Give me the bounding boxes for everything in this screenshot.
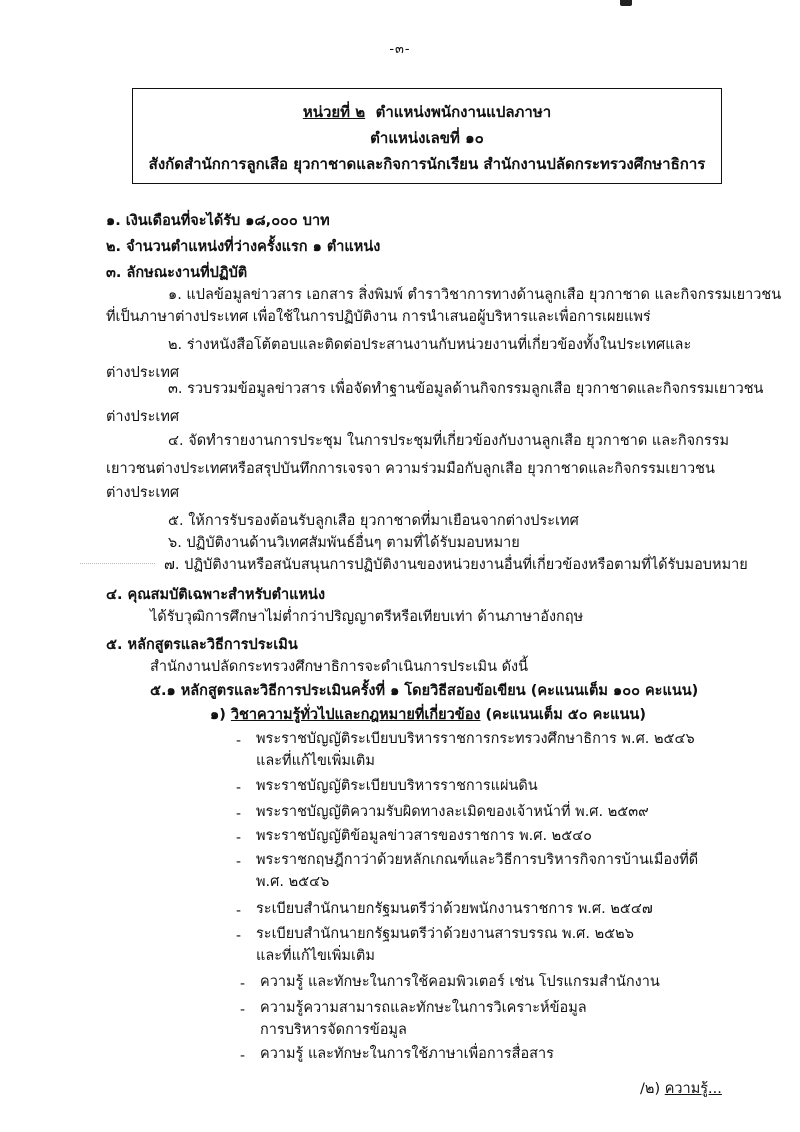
duty-4-line-3: ต่างประเทศ: [106, 485, 180, 501]
dash-marker: -: [236, 928, 242, 944]
assessment-round-1: ๕.๑ หลักสูตรและวิธีการประเมินครั้งที่ ๑ โดยวิธีสอบข้อเขียน (คะแนนเต็ม ๑๐๐ คะแนน): [150, 683, 699, 699]
subject-title: วิชาความรู้ทั่วไปและกฎหมายที่เกี่ยวข้อง: [230, 707, 481, 723]
dash-marker: -: [236, 903, 242, 919]
subject-heading: [210, 704, 646, 726]
dash-marker: -: [240, 1048, 246, 1064]
duty-1-line-1: ๑. แปลข้อมูลข่าวสาร เอกสาร สิ่งพิมพ์ ตำราวิชาการทางด้านลูกเสือ ยุวกาชาด และกิจกรรมเยาวชน: [168, 287, 782, 303]
continuation-text: ความรู้...: [664, 1081, 722, 1097]
duty-2-line-1: ๒. ร่างหนังสือโต้ตอบและติดต่อประสานงานกับหน่วยงานที่เกี่ยวข้องทั้งในประเทศและ: [168, 337, 692, 353]
scan-dots: [80, 562, 155, 564]
qualifications-heading: ๔. คุณสมบัติเฉพาะสำหรับตำแหน่ง: [106, 587, 326, 603]
list-item: พระราชบัญญัติข้อมูลข่าวสารของราชการ พ.ศ. ๒๕๔๐: [256, 828, 593, 844]
list-item: ระเบียบสำนักนายกรัฐมนตรีว่าด้วยงานสารบรรณ พ.ศ. ๒๕๒๖: [256, 926, 634, 942]
list-item: ระเบียบสำนักนายกรัฐมนตรีว่าด้วยพนักงานราชการ พ.ศ. ๒๕๔๗: [256, 901, 653, 917]
subject-prefix: ๑): [210, 707, 226, 723]
scan-artifact: [620, 0, 632, 6]
list-item: ความรู้ความสามารถและทักษะในการวิเคราะห์ข้อมูล: [260, 1000, 587, 1016]
list-item-continuation: การบริหารจัดการข้อมูล: [260, 1022, 407, 1038]
list-item-continuation: และที่แก้ไขเพิ่มเติม: [256, 753, 375, 769]
dash-marker: -: [240, 1002, 246, 1018]
assessment-heading: ๕. หลักสูตรและวิธีการประเมิน: [106, 637, 298, 653]
dash-marker: -: [236, 854, 242, 870]
list-item-continuation: และที่แก้ไขเพิ่มเติม: [256, 948, 375, 964]
unit-label: หน่วยที่ ๒: [302, 103, 366, 121]
vacancy-line: ๒. จำนวนตำแหน่งที่ว่างครั้งแรก ๑ ตำแหน่ง: [106, 239, 381, 255]
list-item: ความรู้ และทักษะในการใช้คอมพิวเตอร์ เช่น โปรแกรมสำนักงาน: [260, 974, 660, 990]
duty-6: ๖. ปฏิบัติงานด้านวิเทศสัมพันธ์อื่นๆ ตามที่ได้รับมอบหมาย: [168, 535, 520, 551]
dash-marker: -: [236, 780, 242, 796]
duty-3-line-1: ๓. รวบรวมข้อมูลข่าวสาร เพื่อจัดทำฐานข้อมูลด้านกิจกรรมลูกเสือ ยุวกาชาดและกิจกรรมเยาวชน: [168, 381, 764, 397]
duty-7: ๗. ปฏิบัติงานหรือสนับสนุนการปฏิบัติงานของหน่วยงานอื่นที่เกี่ยวข้องหรือตามที่ได้รับมอบหมาย: [164, 557, 748, 573]
list-item-continuation: พ.ศ. ๒๕๔๖: [256, 874, 330, 890]
title-line-1: [133, 99, 721, 125]
title-box: [132, 88, 722, 184]
list-item: ความรู้ และทักษะในการใช้ภาษาเพื่อการสื่อสาร: [260, 1046, 554, 1062]
duty-1-line-2: ที่เป็นภาษาต่างประเทศ เพื่อใช้ในการปฏิบัติงาน การนำเสนอผู้บริหารและเพื่อการเผยแพร่: [106, 309, 651, 325]
list-item: พระราชบัญญัติความรับผิดทางละเมิดของเจ้าหน้าที่ พ.ศ. ๒๕๓๙: [256, 804, 649, 820]
salary-line: ๑. เงินเดือนที่จะได้รับ ๑๘,๐๐๐ บาท: [106, 213, 330, 229]
list-item: พระราชกฤษฎีกาว่าด้วยหลักเกณฑ์และวิธีการบริหารกิจการบ้านเมืองที่ดี: [256, 852, 699, 868]
continuation-marker: [640, 1078, 722, 1100]
duty-3-line-2: ต่างประเทศ: [106, 409, 180, 425]
assessment-intro: สำนักงานปลัดกระทรวงศึกษาธิการจะดำเนินการประเมิน ดังนี้: [150, 659, 529, 675]
duty-4-line-1: ๔. จัดทำรายงานการประชุม ในการประชุมที่เกี่ยวข้องกับงานลูกเสือ ยุวกาชาด และกิจกรรม: [168, 433, 730, 449]
subject-score: (คะแนนเต็ม ๕๐ คะแนน): [485, 707, 646, 723]
affiliation: สังกัดสำนักการลูกเสือ ยุวกาชาดและกิจการนักเรียน สำนักงานปลัดกระทรวงศึกษาธิการ: [148, 155, 706, 173]
duty-5: ๕. ให้การรับรองต้อนรับลูกเสือ ยุวกาชาดที่มาเยือนจากต่างประเทศ: [168, 513, 579, 529]
duty-2-line-2: ต่างประเทศ: [106, 365, 180, 381]
dash-marker: -: [236, 806, 242, 822]
dash-marker: -: [240, 976, 246, 992]
continuation-prefix: /๒): [640, 1081, 661, 1097]
list-item: พระราชบัญญัติระเบียบบริหารราชการแผ่นดิน: [256, 778, 538, 794]
dash-marker: -: [236, 733, 242, 749]
duties-heading: ๓. ลักษณะงานที่ปฏิบัติ: [106, 265, 248, 281]
qualifications-text: ได้รับวุฒิการศึกษาไม่ต่ำกว่าปริญญาตรีหรือเทียบเท่า ด้านภาษาอังกฤษ: [150, 609, 584, 625]
position-number: ตำแหน่งเลขที่ ๑๐: [370, 129, 484, 147]
dash-marker: -: [236, 830, 242, 846]
page-number: -๓-: [389, 42, 411, 57]
duty-4-line-2: เยาวชนต่างประเทศหรือสรุปบันทึกการเจรจา ความร่วมมือกับลูกเสือ ยุวกาชาดและกิจกรรมเยาวชน: [106, 461, 715, 477]
position-name: ตำแหน่งพนักงานแปลภาษา: [375, 103, 552, 121]
list-item: พระราชบัญญัติระเบียบบริหารราชการกระทรวงศึกษาธิการ พ.ศ. ๒๕๔๖: [256, 731, 695, 747]
